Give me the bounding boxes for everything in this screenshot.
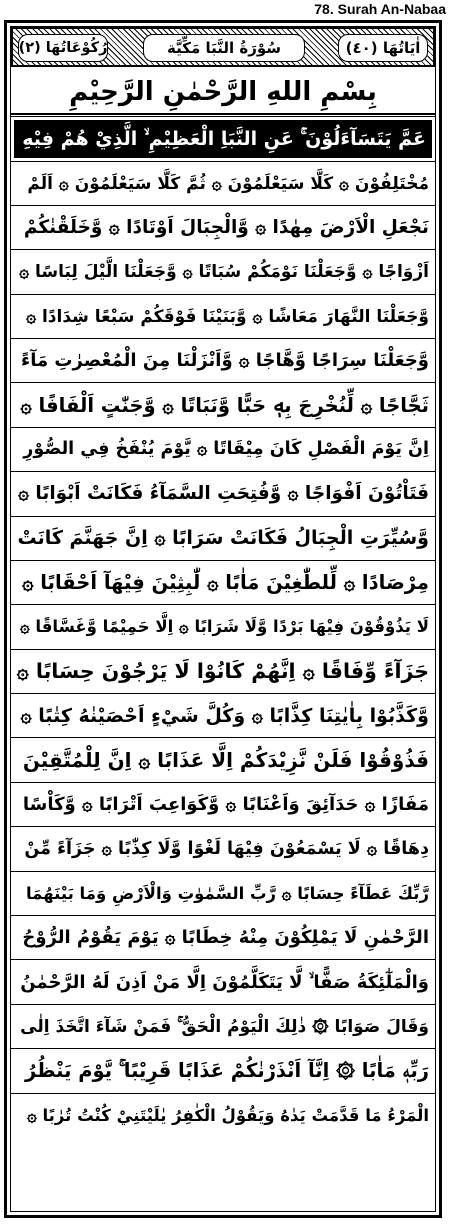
verse-line: وَّجَعَلْنَا النَّهَارَ مَعَاشًا ۞ وَّبَنَيْنَا فَوْقَكُمْ سَبْعًا شِدَادًا ۞ <box>11 295 435 339</box>
ayat-count-box: اٰيَاتُهَا (٤٠) <box>338 34 428 62</box>
verse-lines <box>11 117 435 1138</box>
surah-name-box: سُوْرَةُ النَّبَا مَكِّيَّة <box>143 34 305 62</box>
verse-line: الرَّحْمٰنِ لَا يَمْلِكُوْنَ مِنْهُ خِطَابًا ۞ يَوْمَ يَقُوْمُ الرُّوْحُ <box>11 916 435 960</box>
verse-line: فَذُوْقُوْا فَلَنْ نَّزِيْدَكُمْ اِلَّا عَذَابًا ۞ اِنَّ لِلْمُتَّقِيْنَ <box>11 738 435 782</box>
bismillah: بِسْمِ اللهِ الرَّحْمٰنِ الرَّحِيْمِ <box>11 71 435 115</box>
ruku-count-box: رُكُوْعَاتُهَا (٢) <box>18 34 108 62</box>
verse-line: عَمَّ يَتَسَآءَلُوْنَ ۚ عَنِ النَّبَاِ الْعَظِيْمِ ۙ الَّذِيْ هُمْ فِيْهِ <box>11 117 435 161</box>
page-frame <box>4 20 442 1218</box>
verse-line: وَّجَعَلْنَا سِرَاجًا وَّهَّاجًا ۞ وَّاَنْزَلْنَا مِنَ الْمُعْصِرٰتِ مَآءً <box>11 339 435 383</box>
verse-line: رَبِّهٖ مَاٰبًا ۞ اِنَّآ اَنْذَرْنٰكُمْ عَذَابًا قَرِيْبًا ۚ يَّوْمَ يَنْظُرُ <box>11 1049 435 1093</box>
verse-line: مِرْصَادًا ۞ لِّلطّٰغِيْنَ مَاٰبًا ۞ لّٰبِثِيْنَ فِيْهَآ اَحْقَابًا ۞ <box>11 561 435 605</box>
verse-line: وَّسُيِّرَتِ الْجِبَالُ فَكَانَتْ سَرَابًا ۞ اِنَّ جَهَنَّمَ كَانَتْ <box>11 517 435 561</box>
verse-line: وَالْمَلٰٓئِكَةُ صَفًّا ۙ لَّا يَتَكَلَّمُوْنَ اِلَّا مَنْ اَذِنَ لَهُ الرَّحْمٰنُ <box>11 960 435 1004</box>
surah-header <box>11 27 435 67</box>
verse-line: اَزْوَاجًا ۞ وَّجَعَلْنَا نَوْمَكُمْ سُبَاتًا ۞ وَّجَعَلْنَا الَّيْلَ لِبَاسًا ۞ <box>11 250 435 294</box>
verse-line: نَجْعَلِ الْاَرْضَ مِهٰدًا ۞ وَّالْجِبَالَ اَوْتَادًا ۞ وَّخَلَقْنٰكُمْ <box>11 206 435 250</box>
verse-line: لَا يَذُوْقُوْنَ فِيْهَا بَرْدًا وَّلَا شَرَابًا ۞ اِلَّا حَمِيْمًا وَّغَسَّاقًا ۞ <box>11 605 435 649</box>
verse-line: دِهَاقًا ۞ لَا يَسْمَعُوْنَ فِيْهَا لَغْوًا وَّلَا كِذّٰبًا ۞ جَزَآءً مِّنْ <box>11 827 435 871</box>
verse-line: وَقَالَ صَوَابًا ۞ ذٰلِكَ الْيَوْمُ الْحَقُّ ۚ فَمَنْ شَآءَ اتَّخَذَ اِلٰى <box>11 1005 435 1049</box>
verse-line: جَزَآءً وِّفَاقًا ۞ اِنَّهُمْ كَانُوْا لَا يَرْجُوْنَ حِسَابًا ۞ <box>11 650 435 694</box>
verse-line: مَفَازًا ۞ حَدَآئِقَ وَاَعْنَابًا ۞ وَّكَوَاعِبَ اَتْرَابًا ۞ وَّكَاْسًا <box>11 783 435 827</box>
verse-line: اِنَّ يَوْمَ الْفَصْلِ كَانَ مِيْقَاتًا ۞ يَّوْمَ يُنْفَخُ فِي الصُّوْرِ <box>11 428 435 472</box>
verse-line: رَّبِّكَ عَطَآءً حِسَابًا ۞ رَّبِّ السَّمٰوٰتِ وَالْاَرْضِ وَمَا بَيْنَهُمَا <box>11 872 435 916</box>
page-title: 78. Surah An-Nabaa <box>314 1 446 17</box>
verse-line: ثَجَّاجًا ۞ لِّنُخْرِجَ بِهٖ حَبًّا وَّنَبَاتًا ۞ وَّجَنّٰتٍ اَلْفَافًا ۞ <box>11 383 435 427</box>
verse-line: مُخْتَلِفُوْنَ ۞ كَلَّا سَيَعْلَمُوْنَ ۞ ثُمَّ كَلَّا سَيَعْلَمُوْنَ ۞ اَلَمْ <box>11 161 435 205</box>
verse-line: وَّكَذَّبُوْا بِاٰيٰتِنَا كِذَّابًا ۞ وَكُلَّ شَيْءٍ اَحْصَيْنٰهُ كِتٰبًا ۞ <box>11 694 435 738</box>
verse-line: فَتَاْتُوْنَ اَفْوَاجًا ۞ وَّفُتِحَتِ السَّمَآءُ فَكَانَتْ اَبْوَابًا ۞ <box>11 472 435 516</box>
verse-line: الْمَرْءُ مَا قَدَّمَتْ يَدٰهُ وَيَقُوْلُ الْكٰفِرُ يٰلَيْتَنِيْ كُنْتُ تُرٰبًا ۞ <box>27 1106 429 1126</box>
